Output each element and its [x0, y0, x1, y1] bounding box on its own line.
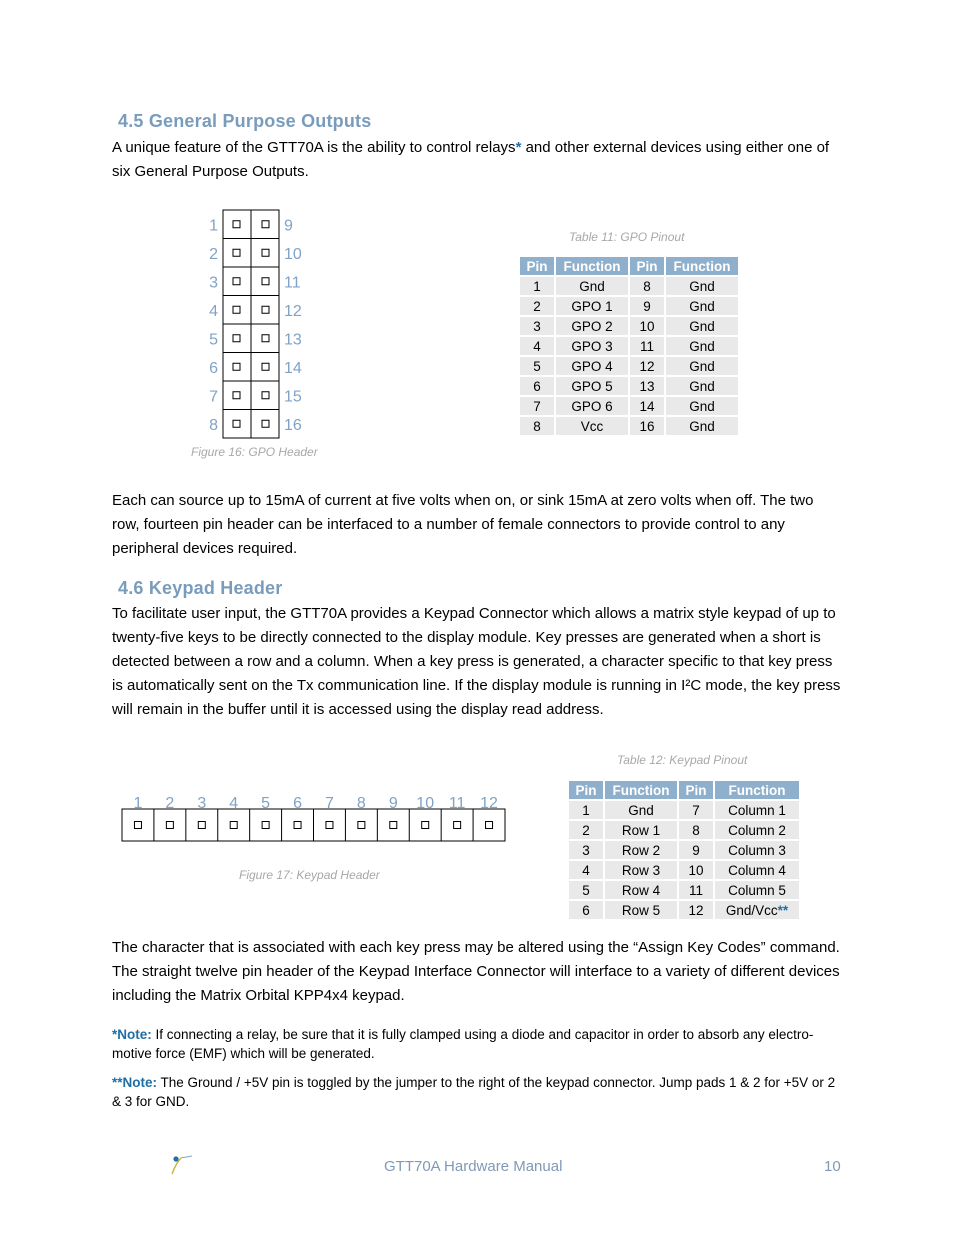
cell-value: 8 [533, 418, 541, 434]
table-cell [569, 821, 603, 839]
gpo-header-figure [200, 208, 320, 440]
table-cell [630, 297, 664, 315]
cell-value: Gnd [689, 298, 715, 314]
cell-value: 13 [639, 378, 655, 394]
table-cell [630, 417, 664, 435]
gpo-pin-number: 14 [284, 359, 302, 377]
gpo-pin-pad [233, 420, 240, 427]
keypad-pin-number: 3 [197, 795, 207, 812]
keypad-pin-pad [454, 822, 461, 829]
table-row [569, 861, 799, 879]
gpo-pin-pad [262, 306, 269, 313]
table-cell [520, 297, 554, 315]
keypad-pin-pad [198, 822, 205, 829]
gpo-pin-pad [262, 420, 269, 427]
cell-value: 10 [639, 318, 655, 334]
keypad-pin-number: 2 [165, 795, 175, 812]
column-header: Pin [679, 781, 713, 799]
table-cell [666, 297, 738, 315]
section-heading-gpo: 4.5 General Purpose Outputs [118, 111, 372, 131]
table-cell [666, 277, 738, 295]
table-cell [679, 861, 713, 879]
page-number: 10 [824, 1158, 841, 1175]
cell-value: Column 5 [728, 882, 786, 898]
table-cell [666, 397, 738, 415]
table-cell [605, 841, 677, 859]
table-cell [666, 357, 738, 375]
cell-value: Row 1 [621, 822, 661, 838]
table-cell [520, 317, 554, 335]
cell-value: 11 [639, 338, 654, 354]
table-cell [605, 821, 677, 839]
table-row [569, 821, 799, 839]
table-header-row [569, 781, 799, 799]
cell-value: Gnd [689, 378, 715, 394]
cell-value: Gnd/Vcc [725, 902, 778, 918]
table-cell [520, 277, 554, 295]
cell-value: 5 [582, 882, 590, 898]
table-cell [556, 297, 628, 315]
gpo-pin-pad [233, 278, 240, 285]
gpo-pin-number: 1 [209, 217, 218, 235]
cell-value: Vcc [580, 418, 604, 434]
keypad-pin-pad [166, 822, 173, 829]
cell-value: Row 4 [621, 882, 661, 898]
table-cell [569, 881, 603, 899]
cell-value: 7 [692, 802, 700, 818]
gpo-description-paragraph: Each can source up to 15mA of current at five volts when on, or sink 15mA at zero volts when off. The two row, fourteen pin header can be interfaced to a number of female connectors to provide control to any peripheral devices required. [112, 492, 814, 557]
table-cell [630, 277, 664, 295]
table-cell [556, 397, 628, 415]
keypad-pin-number: 5 [261, 795, 271, 812]
gpo-pin-number: 15 [284, 388, 302, 406]
table-cell [569, 861, 603, 879]
gpo-pin-pad [262, 221, 269, 228]
gpo-pin-pad [262, 249, 269, 256]
gpo-pin-number: 2 [209, 245, 218, 263]
gpo-intro-paragraph [112, 136, 842, 184]
table-cell [569, 801, 603, 819]
keypad-pin-pad [422, 822, 429, 829]
gpo-pin-number: 13 [284, 331, 302, 349]
table-row [569, 841, 799, 859]
table-cell [605, 801, 677, 819]
keypad-table-caption: Table 12: Keypad Pinout [617, 753, 748, 767]
table-cell [520, 397, 554, 415]
table-cell [666, 317, 738, 335]
keypad-intro-paragraph: To facilitate user input, the GTT70A provides a Keypad Connector which allows a matrix style keypad of up to twenty-five keys to be directly connected to the display module. Key presses are generated when a short is detected between a row and a column. When a key press is generated, a character specific to that key press is automatically sent on the Tx communication line. If the display module is running in I²C mode, the key press will remain in the buffer until it is accessed using the display read address. [112, 605, 841, 718]
table-cell [569, 901, 603, 919]
cell-value: 2 [533, 298, 541, 314]
table-cell [715, 801, 799, 819]
column-header: Function [715, 781, 799, 799]
table-cell [715, 821, 799, 839]
cell-value: 4 [533, 338, 541, 354]
table-cell [556, 417, 628, 435]
cell-value: 7 [533, 398, 541, 414]
cell-value: Column 3 [728, 842, 786, 858]
gpo-pin-pad [233, 392, 240, 399]
column-header: Function [605, 781, 677, 799]
column-header: Function [666, 257, 738, 275]
cell-value: GPO 2 [571, 318, 613, 334]
table-row [520, 297, 738, 315]
table-row [569, 881, 799, 899]
table-row [520, 317, 738, 335]
table-cell [520, 417, 554, 435]
cell-value: 4 [582, 862, 590, 878]
table-cell [630, 337, 664, 355]
cell-value: Gnd [689, 278, 715, 294]
table-cell [630, 357, 664, 375]
gpo-pin-number: 10 [284, 245, 302, 263]
table-cell [630, 317, 664, 335]
gpo-pin-pad [262, 392, 269, 399]
table-row [520, 357, 738, 375]
table-cell [666, 417, 738, 435]
keypad-description-paragraph: The character that is associated with each key press may be altered using the “Assign Key Codes” command. The straight twelve pin header of the Keypad Interface Connector will interface to a variety of different devices including the Matrix Orbital KPP4x4 keypad. [112, 939, 840, 1004]
gpo-pin-pad [233, 363, 240, 370]
gpo-pin-pad [233, 306, 240, 313]
gpo-pin-pad [262, 335, 269, 342]
cell-value: 9 [692, 842, 700, 858]
column-header: Function [556, 257, 628, 275]
column-header: Pin [569, 781, 603, 799]
cell-value: 3 [582, 842, 590, 858]
cell-value: 16 [639, 418, 655, 434]
cell-value: GPO 3 [571, 338, 613, 354]
table-row [520, 277, 738, 295]
gpo-figure-caption: Figure 16: GPO Header [191, 445, 318, 459]
keypad-pin-pad [134, 822, 141, 829]
keypad-pin-pad [230, 822, 237, 829]
cell-value: Row 2 [621, 842, 661, 858]
table-cell [679, 821, 713, 839]
cell-value: 5 [533, 358, 541, 374]
table-row [569, 801, 799, 819]
note-text: If connecting a relay, be sure that it is fully clamped using a diode and capacitor in order to absorb any electro-motive force (EMF) which will be generated. [112, 1027, 814, 1061]
table-cell [715, 901, 799, 919]
table-cell [666, 337, 738, 355]
keypad-pin-number: 1 [133, 795, 143, 812]
cell-value: 9 [643, 298, 651, 314]
table-cell [679, 801, 713, 819]
table-row [520, 397, 738, 415]
table-cell [679, 881, 713, 899]
note-label: **Note: [112, 1075, 158, 1090]
table-cell [679, 841, 713, 859]
gpo-pin-number: 5 [209, 331, 218, 349]
table-cell [556, 337, 628, 355]
cell-value: 10 [688, 862, 704, 878]
table-cell [679, 901, 713, 919]
cell-value: 12 [639, 358, 655, 374]
keypad-pin-number: 8 [356, 795, 366, 812]
gpo-pin-number: 3 [209, 274, 218, 292]
gpo-pin-pad [262, 363, 269, 370]
jumper-footnote-marker: ** [777, 902, 789, 918]
cell-value: Gnd [628, 802, 654, 818]
keypad-pin-pad [358, 822, 365, 829]
note-text: The Ground / +5V pin is toggled by the jumper to the right of the keypad connector. Jump pads 1 & 2 for +5V or 2 & 3 for GND. [112, 1075, 836, 1109]
cell-value: Gnd [689, 418, 715, 434]
table-cell [715, 841, 799, 859]
jumper-note [112, 1073, 842, 1111]
cell-value: Row 5 [621, 902, 661, 918]
keypad-pin-pad [326, 822, 333, 829]
cell-value: 3 [533, 318, 541, 334]
cell-value: 8 [692, 822, 700, 838]
cell-value: 14 [639, 398, 655, 414]
gpo-table-caption: Table 11: GPO Pinout [569, 230, 685, 244]
cell-value: GPO 1 [571, 298, 613, 314]
cell-value: 6 [582, 902, 590, 918]
table-row [569, 901, 799, 919]
relay-footnote-marker: * [515, 139, 522, 156]
table-row [520, 417, 738, 435]
keypad-pin-number: 9 [388, 795, 398, 812]
cell-value: GPO 5 [571, 378, 613, 394]
cell-value: 6 [533, 378, 541, 394]
table-cell [556, 277, 628, 295]
cell-value: GPO 6 [571, 398, 613, 414]
keypad-pinout-table [567, 779, 801, 921]
table-row [520, 377, 738, 395]
table-cell [605, 901, 677, 919]
table-cell [520, 377, 554, 395]
table-cell [556, 357, 628, 375]
table-row [520, 337, 738, 355]
gpo-pin-number: 11 [284, 274, 301, 292]
gpo-pin-number: 6 [209, 359, 218, 377]
table-cell [556, 317, 628, 335]
cell-value: 1 [533, 278, 541, 294]
cell-value: 11 [688, 882, 703, 898]
note-label: *Note: [112, 1027, 152, 1042]
table-cell [520, 337, 554, 355]
keypad-figure-caption: Figure 17: Keypad Header [239, 868, 380, 882]
table-cell [569, 841, 603, 859]
gpo-pin-number: 8 [209, 416, 218, 434]
keypad-pin-pad [486, 822, 493, 829]
gpo-pin-pad [233, 249, 240, 256]
table-header-row [520, 257, 738, 275]
table-cell [605, 861, 677, 879]
cell-value: Column 2 [728, 822, 786, 838]
keypad-pin-number: 10 [416, 795, 435, 812]
gpo-intro-text-cont: and other external devices using either one of six General Purpose Outputs. [112, 139, 830, 180]
cell-value: 1 [582, 802, 590, 818]
gpo-pin-number: 12 [284, 302, 302, 320]
keypad-pin-pad [390, 822, 397, 829]
gpo-pin-pad [233, 221, 240, 228]
matrix-orbital-logo-icon [168, 1152, 194, 1176]
table-cell [715, 881, 799, 899]
table-cell [520, 357, 554, 375]
table-cell [556, 377, 628, 395]
cell-value: Gnd [689, 318, 715, 334]
column-header: Pin [630, 257, 664, 275]
section-heading-keypad: 4.6 Keypad Header [118, 578, 283, 598]
gpo-pinout-table [518, 255, 740, 437]
keypad-pin-number: 7 [325, 795, 334, 812]
cell-value: Column 1 [728, 802, 786, 818]
gpo-pin-number: 4 [209, 302, 218, 320]
cell-value: 8 [643, 278, 651, 294]
keypad-pin-number: 4 [229, 795, 239, 812]
keypad-pin-pad [262, 822, 269, 829]
cell-value: 2 [582, 822, 590, 838]
relay-note [112, 1025, 842, 1063]
table-cell [666, 377, 738, 395]
cell-value: GPO 4 [571, 358, 613, 374]
keypad-pin-number: 6 [293, 795, 302, 812]
cell-value: Column 4 [728, 862, 786, 878]
table-cell [715, 861, 799, 879]
gpo-pin-number: 16 [284, 416, 302, 434]
keypad-header-figure [118, 792, 510, 844]
cell-value: Gnd [689, 338, 715, 354]
keypad-pin-number: 11 [448, 795, 466, 812]
keypad-pin-number: 12 [480, 795, 498, 812]
table-cell [605, 881, 677, 899]
cell-value: 12 [688, 902, 704, 918]
cell-value: Gnd [579, 278, 605, 294]
table-cell [630, 397, 664, 415]
gpo-pin-pad [262, 278, 269, 285]
gpo-intro-text: A unique feature of the GTT70A is the ability to control relays [112, 139, 516, 156]
gpo-pin-number: 9 [284, 217, 293, 235]
table-cell [630, 377, 664, 395]
gpo-pin-pad [233, 335, 240, 342]
cell-value: Gnd [689, 398, 715, 414]
keypad-pin-pad [294, 822, 301, 829]
cell-value: Gnd [689, 358, 715, 374]
footer-title: GTT70A Hardware Manual [384, 1158, 563, 1175]
cell-value: Row 3 [621, 862, 661, 878]
column-header: Pin [520, 257, 554, 275]
gpo-pin-number: 7 [209, 388, 218, 406]
